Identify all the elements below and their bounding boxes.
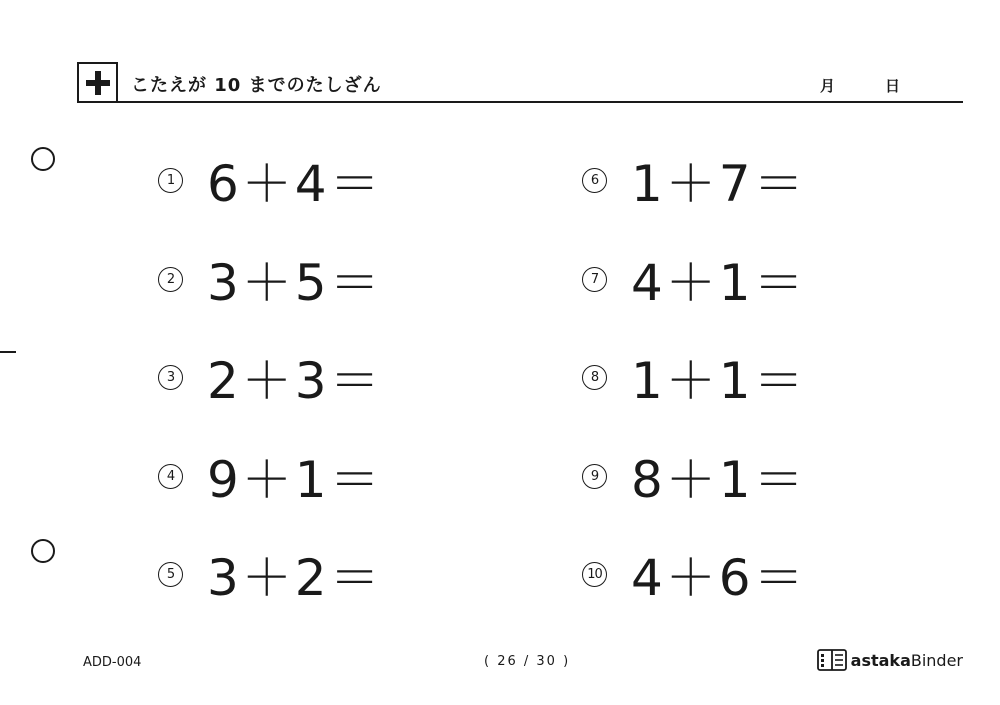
problem-number: 5 bbox=[158, 562, 183, 587]
problem-number: 2 bbox=[158, 267, 183, 292]
problem-number: 8 bbox=[582, 365, 607, 390]
problem-expression: 8＋1＝ bbox=[631, 451, 807, 509]
problem-3 bbox=[158, 347, 383, 410]
worksheet-header bbox=[77, 62, 963, 103]
problem-number: 7 bbox=[582, 267, 607, 292]
problem-expression: 3＋5＝ bbox=[207, 254, 383, 312]
problem-number: 9 bbox=[582, 464, 607, 489]
problem-number: 1 bbox=[158, 168, 183, 193]
problem-expression: 2＋3＝ bbox=[207, 352, 383, 410]
problem-4 bbox=[158, 446, 383, 509]
page-indicator: ( 26 / 30 ) bbox=[484, 654, 571, 669]
problem-8 bbox=[582, 347, 807, 410]
worksheet-title: こたえが 10 までのたしざん bbox=[131, 75, 382, 96]
problem-7 bbox=[582, 249, 807, 312]
problem-6 bbox=[582, 150, 807, 213]
problem-number: 3 bbox=[158, 365, 183, 390]
problem-expression: 9＋1＝ bbox=[207, 451, 383, 509]
problem-2 bbox=[158, 249, 383, 312]
problem-expression: 3＋2＝ bbox=[207, 549, 383, 607]
problem-number: 10 bbox=[582, 562, 607, 587]
problem-5 bbox=[158, 544, 383, 607]
problem-number: 6 bbox=[582, 168, 607, 193]
punch-hole-top bbox=[31, 147, 55, 171]
problem-number: 4 bbox=[158, 464, 183, 489]
brand-name-bold: astaka bbox=[850, 650, 911, 670]
punch-hole-bottom bbox=[31, 539, 55, 563]
worksheet-code: ADD-004 bbox=[83, 655, 142, 670]
problem-expression: 6＋4＝ bbox=[207, 155, 383, 213]
day-label: 日 bbox=[885, 77, 901, 95]
brand-name-regular: Binder bbox=[910, 650, 963, 670]
problem-10 bbox=[582, 544, 807, 607]
problem-expression: 1＋1＝ bbox=[631, 352, 807, 410]
plus-icon bbox=[77, 62, 118, 103]
binder-logo-icon bbox=[817, 648, 847, 672]
month-label: 月 bbox=[820, 77, 836, 95]
problem-expression: 4＋1＝ bbox=[631, 254, 807, 312]
problem-9 bbox=[582, 446, 807, 509]
center-fold-mark bbox=[0, 351, 16, 353]
problem-1 bbox=[158, 150, 383, 213]
problem-expression: 1＋7＝ bbox=[631, 155, 807, 213]
problem-expression: 4＋6＝ bbox=[631, 549, 807, 607]
brand-logo bbox=[817, 648, 963, 672]
